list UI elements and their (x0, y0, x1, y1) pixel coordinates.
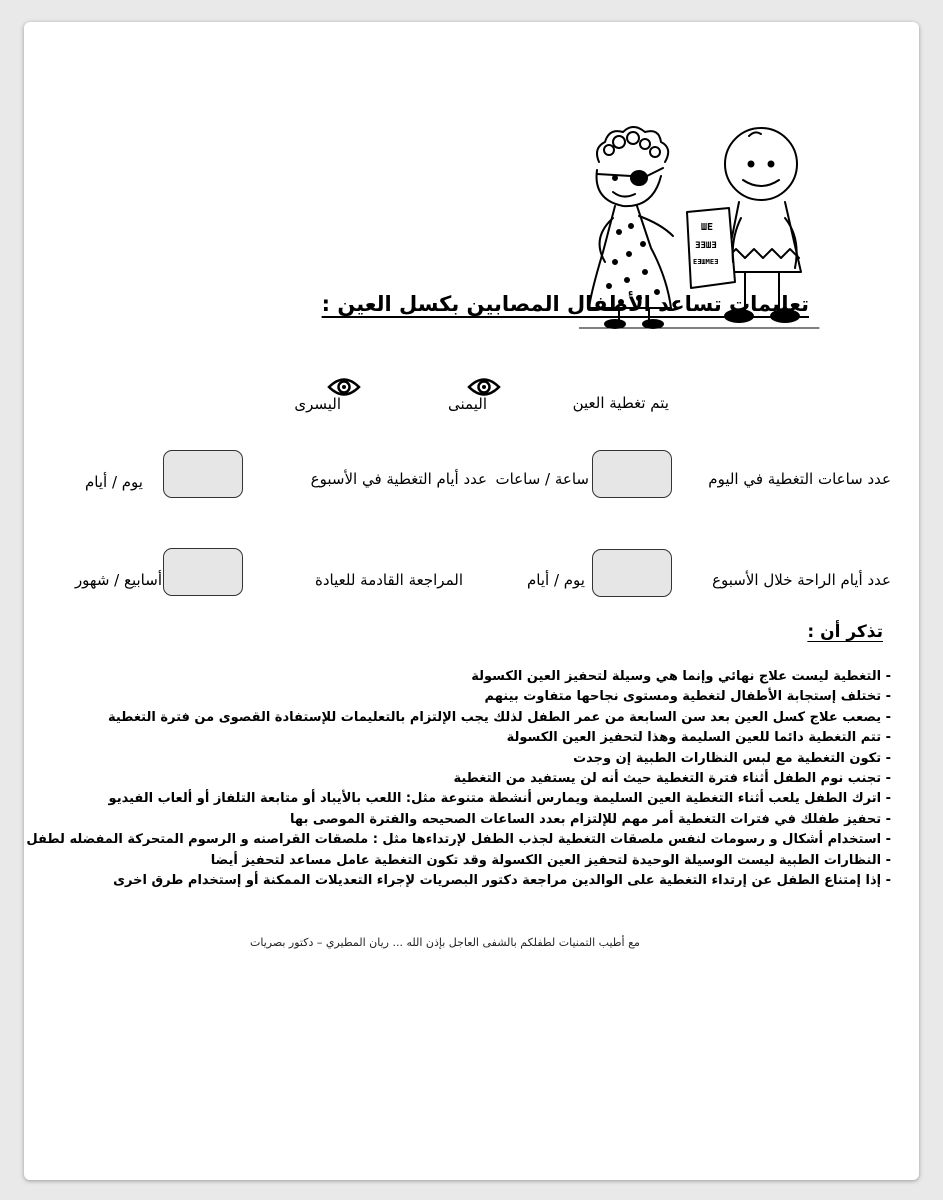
hours-per-day-label: عدد ساعات التغطية في اليوم (708, 470, 891, 488)
list-item: - تتم التغطية دائما للعين السليمة وهذا لتحفيز العين الكسولة (506, 730, 891, 746)
document-page (24, 22, 919, 1180)
list-item: - إذا إمتناع الطفل عن إرتداء التغطية على الوالدين مراجعة دكتور البصريات لإجراء التعديلات الممكنة أو إستخدام طرق اخرى (113, 873, 891, 889)
hours-per-day-box[interactable] (592, 450, 672, 498)
document-title: تعليمات تساعد الأطفال المصابين بكسل العين : (321, 292, 809, 316)
eye-chart-row: ƎƎШƎ (695, 241, 717, 251)
list-item: - استخدام أشكال و رسومات لنفس ملصقات التغطية لجذب الطفل لإرتداءها مثل : ملصقات القراصنه و الرسوم المتحركة المفضله لطفل (26, 832, 891, 848)
next-visit-box[interactable] (163, 548, 243, 596)
followup-unit-label: أسابيع / شهور (74, 571, 162, 589)
rest-unit-label: يوم / أيام (526, 571, 585, 589)
list-item: - يصعب علاج كسل العين بعد سن السابعة من عمر الطفل لذلك يجب الإلتزام بالتعليمات للإستفادة القصوى من فترة التغطية (107, 709, 891, 725)
days-per-week-label: عدد أيام التغطية في الأسبوع (310, 470, 487, 488)
list-item: - التغطية ليست علاج نهائي وإنما هي وسيلة لتحفيز العين الكسولة (471, 669, 891, 684)
next-visit-label: المراجعة القادمة للعيادة (314, 571, 463, 589)
list-item: - تحفيز طفلك في فترات التغطية أمر مهم للإلتزام بعدد الساعات الصحيحه والفترة الموصى بها (290, 811, 891, 827)
list-item: - اترك الطفل يلعب أثناء التغطية العين السليمة ويمارس أنشطة متنوعة مثل: اللعب بالأيباد أو متابعة التلفاز أو ألعاب الفيديو (108, 791, 891, 807)
eye-chart-row: ШE (701, 222, 714, 233)
rest-days-box[interactable] (592, 549, 672, 597)
hours-unit-label: ساعة / ساعات (495, 470, 589, 488)
cover-eye-label: يتم تغطية العين (572, 394, 669, 412)
right-eye-option: اليمنى (448, 395, 487, 413)
footer-signature: مع أطيب التمنيات لطفلكم بالشفى العاجل بإذن الله ... ريان المطيري – دكتور بصريات (250, 936, 640, 949)
list-item: - تكون التغطية مع لبس النظارات الطبية إن وجدت (573, 750, 891, 766)
eye-chart-row: EƎШMEƎ (693, 258, 719, 266)
tips-list (26, 667, 891, 891)
rest-days-label: عدد أيام الراحة خلال الأسبوع (712, 571, 891, 589)
list-item: - النظارات الطبية ليست الوسيلة الوحيدة لتحفيز العين الكسولة وقد تكون التغطية عامل مساعد لتحفيز أيضا (210, 852, 891, 868)
days-per-week-box[interactable] (163, 450, 243, 498)
list-item: - تختلف إستجابة الأطفال لتغطية ومستوى نجاحها متفاوت بينهم (484, 689, 891, 705)
days-unit-label: يوم / أيام (84, 473, 143, 491)
list-item: - تجنب نوم الطفل أثناء فترة التغطية حيث أنه لن يستفيد من التغطية (453, 771, 891, 787)
remember-heading: تذكر أن : (807, 622, 883, 642)
left-eye-option: اليسرى (294, 395, 341, 413)
